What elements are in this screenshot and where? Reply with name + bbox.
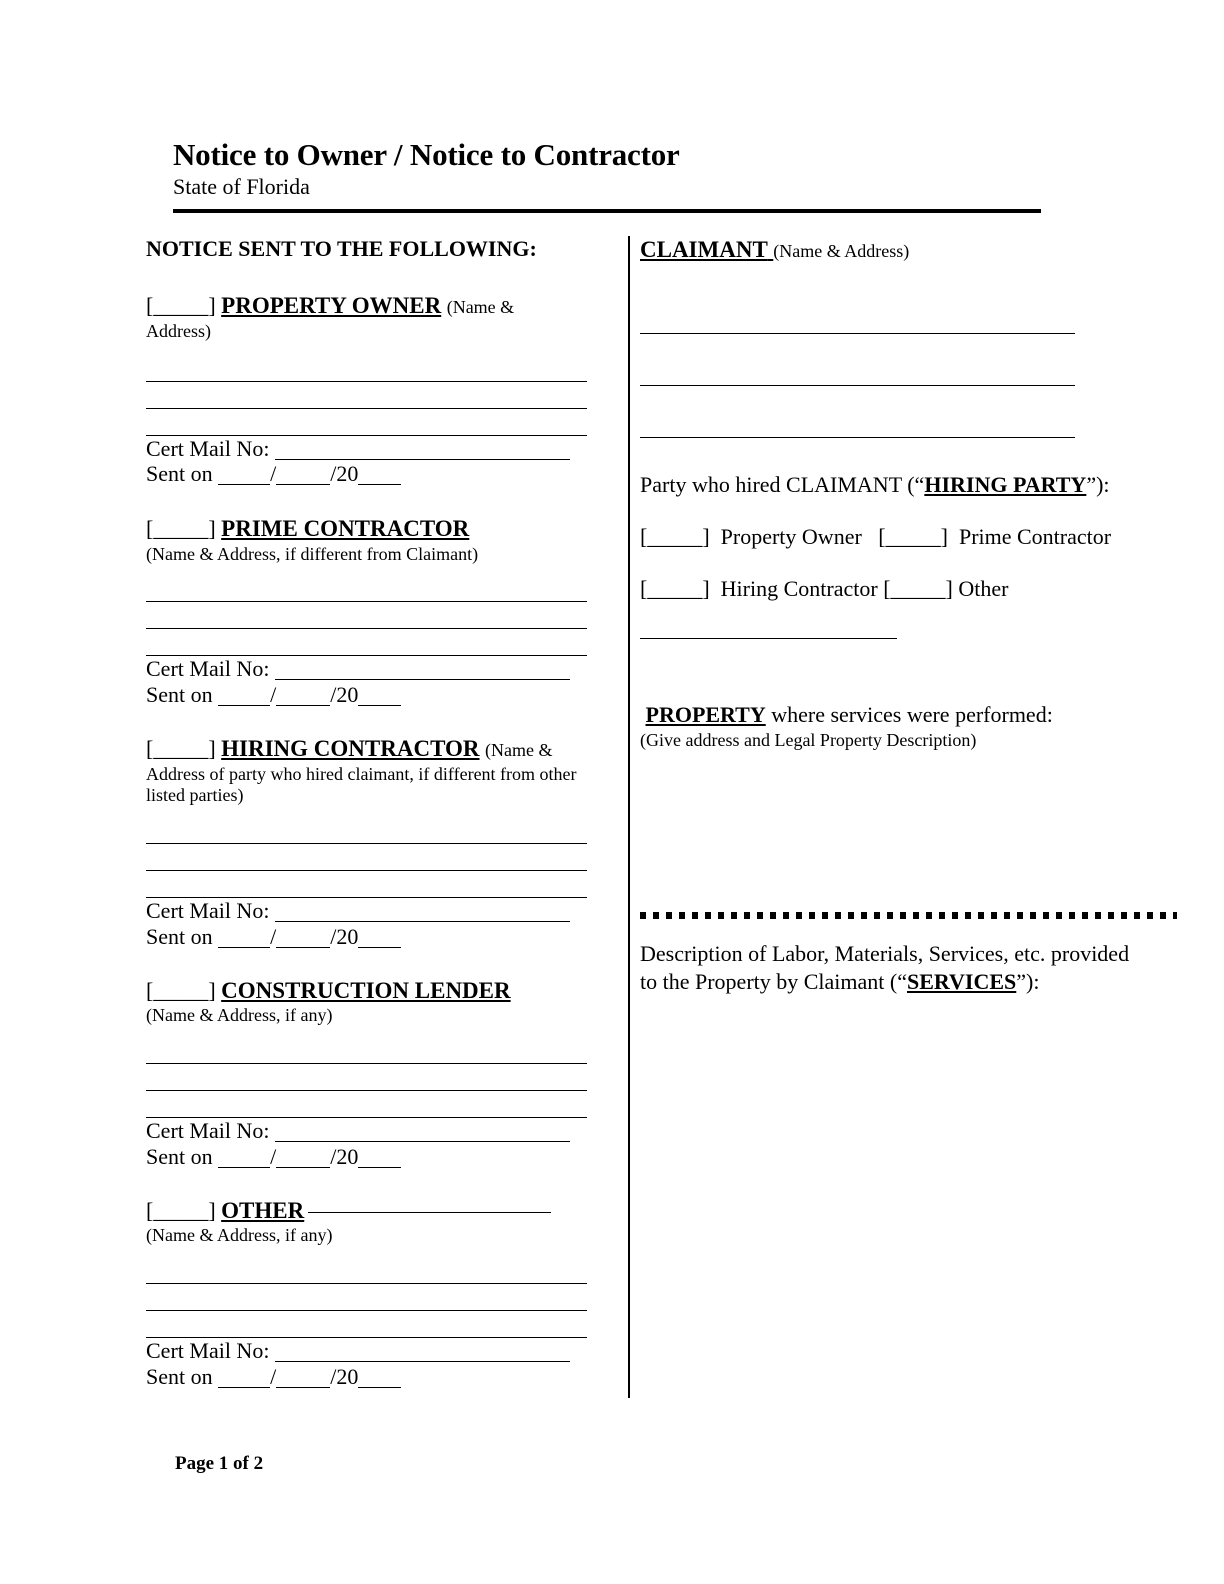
column-divider-rule xyxy=(628,236,630,1398)
date-sep: / xyxy=(270,682,277,708)
page-title: Notice to Owner / Notice to Contractor xyxy=(173,137,680,172)
sent-on-label: Sent on xyxy=(146,682,213,708)
cert-mail-input[interactable] xyxy=(275,1141,570,1142)
checkbox-other[interactable]: [_____] xyxy=(146,1197,216,1223)
sent-day-input[interactable] xyxy=(276,705,330,706)
cert-mail-row-prime-contractor xyxy=(146,656,590,682)
sent-year-input[interactable] xyxy=(358,705,401,706)
year-prefix: /20 xyxy=(330,461,359,487)
sent-month-input[interactable] xyxy=(218,705,270,706)
address-lines-other xyxy=(146,1257,590,1338)
checkbox-hiring-party-other[interactable]: [_____] xyxy=(883,576,953,602)
cert-mail-label: Cert Mail No: xyxy=(146,435,270,461)
cert-mail-row-hiring-contractor xyxy=(146,898,590,924)
checkbox-hiring-party-prime-contractor[interactable]: [_____] xyxy=(878,523,948,549)
sent-month-input[interactable] xyxy=(218,484,270,485)
hiring-party-other-input[interactable] xyxy=(640,638,897,639)
hiring-party-section xyxy=(640,471,1180,640)
party-block-other xyxy=(146,1197,590,1391)
sent-on-row-hiring-contractor xyxy=(146,924,590,951)
address-line[interactable] xyxy=(146,844,587,871)
checkbox-prime-contractor[interactable]: [_____] xyxy=(146,516,216,542)
notice-sent-heading: NOTICE SENT TO THE FOLLOWING: xyxy=(146,236,537,261)
sent-month-input[interactable] xyxy=(218,1387,270,1388)
property-prompt xyxy=(640,701,1180,729)
services-prompt-line2 xyxy=(640,968,1180,996)
party-name-label: PRIME CONTRACTOR xyxy=(221,516,470,542)
party-block-hiring-contractor xyxy=(146,735,590,950)
page-footer: Page 1 of 2 xyxy=(175,1453,264,1474)
sent-on-label: Sent on xyxy=(146,1363,213,1389)
checkbox-hiring-contractor[interactable]: [_____] xyxy=(146,736,216,762)
sent-year-input[interactable] xyxy=(358,1387,401,1388)
left-column xyxy=(146,236,590,1390)
sent-on-row-prime-contractor xyxy=(146,682,590,709)
services-prompt-post: ”): xyxy=(1016,968,1040,994)
address-line[interactable] xyxy=(146,382,587,409)
party-qualifier: (Name & xyxy=(485,740,553,761)
address-lines-hiring-contractor xyxy=(146,817,590,898)
option-label-prime-contractor: Prime Contractor xyxy=(958,523,1112,549)
date-sep: / xyxy=(270,1143,277,1169)
address-line[interactable] xyxy=(146,602,587,629)
party-head xyxy=(146,977,590,1006)
sent-on-row-other xyxy=(146,1364,590,1391)
option-label-hiring-contractor: Hiring Contractor xyxy=(720,576,878,602)
party-name-label: CONSTRUCTION LENDER xyxy=(221,977,511,1003)
party-head xyxy=(146,735,590,764)
sent-on-label: Sent on xyxy=(146,1143,213,1169)
option-label-property-owner: Property Owner xyxy=(720,523,862,549)
party-name-label: HIRING CONTRACTOR xyxy=(221,736,480,762)
checkbox-construction-lender[interactable]: [_____] xyxy=(146,977,216,1003)
hiring-party-option-row-1 xyxy=(640,524,1180,550)
year-prefix: /20 xyxy=(330,923,359,949)
address-line[interactable] xyxy=(146,575,587,602)
sent-on-label: Sent on xyxy=(146,923,213,949)
party-block-property-owner xyxy=(146,292,590,488)
year-prefix: /20 xyxy=(330,1363,359,1389)
address-line[interactable] xyxy=(146,629,587,656)
hiring-party-prompt-pre: Party who hired CLAIMANT (“ xyxy=(640,471,925,497)
claimant-address-line[interactable] xyxy=(640,282,1075,334)
party-block-construction-lender xyxy=(146,977,590,1171)
sent-on-label: Sent on xyxy=(146,461,213,487)
address-line[interactable] xyxy=(146,409,587,436)
party-sub-note: (Name & Address, if any) xyxy=(146,1225,333,1246)
party-name-label: OTHER xyxy=(221,1197,305,1223)
property-section xyxy=(640,701,1180,911)
hiring-party-prompt-post: ”): xyxy=(1086,471,1110,497)
right-column xyxy=(640,236,1180,1236)
claimant-label: CLAIMANT xyxy=(640,237,768,262)
party-qualifier: (Name & xyxy=(446,297,515,318)
sent-year-input[interactable] xyxy=(358,484,401,485)
claimant-address-line[interactable] xyxy=(640,334,1075,386)
address-line[interactable] xyxy=(146,817,587,844)
cert-mail-label: Cert Mail No: xyxy=(146,897,270,923)
property-sub-note: (Give address and Legal Property Description) xyxy=(640,729,977,750)
address-lines-prime-contractor xyxy=(146,575,590,656)
cert-mail-row-property-owner xyxy=(146,436,590,462)
sent-year-input[interactable] xyxy=(358,947,401,948)
claimant-address-lines xyxy=(640,282,1180,438)
page-subtitle: State of Florida xyxy=(173,174,310,200)
address-line[interactable] xyxy=(146,355,587,382)
sent-month-input[interactable] xyxy=(218,1167,270,1168)
header-divider-rule xyxy=(173,209,1041,213)
cert-mail-label: Cert Mail No: xyxy=(146,656,270,682)
hiring-party-prompt xyxy=(640,471,1180,499)
sent-on-row-construction-lender xyxy=(146,1144,590,1171)
address-line[interactable] xyxy=(146,1091,587,1118)
property-description-area[interactable] xyxy=(640,752,1180,912)
date-sep: / xyxy=(270,461,277,487)
claimant-address-line[interactable] xyxy=(640,386,1075,438)
year-prefix: /20 xyxy=(330,1143,359,1169)
party-block-prime-contractor xyxy=(146,515,590,709)
document-header xyxy=(173,138,1043,200)
sent-day-input[interactable] xyxy=(276,1387,330,1388)
party-sub-note: Address) xyxy=(146,320,211,341)
checkbox-property-owner[interactable]: [_____] xyxy=(146,293,216,319)
address-lines-construction-lender xyxy=(146,1037,590,1118)
dotted-divider-rule xyxy=(640,912,1177,919)
sent-on-row-property-owner xyxy=(146,461,590,488)
cert-mail-label: Cert Mail No: xyxy=(146,1117,270,1143)
claimant-head xyxy=(640,236,1180,265)
date-sep: / xyxy=(270,923,277,949)
cert-mail-input[interactable] xyxy=(275,1361,570,1362)
cert-mail-input[interactable] xyxy=(275,679,570,680)
cert-mail-label: Cert Mail No: xyxy=(146,1337,270,1363)
party-sub-note: (Name & Address, if different from Claimant) xyxy=(146,543,479,564)
claimant-qualifier: (Name & Address) xyxy=(773,241,910,261)
party-sub-note: (Name & Address, if any) xyxy=(146,1005,333,1026)
cert-mail-row-other xyxy=(146,1338,590,1364)
checkbox-hiring-party-property-owner[interactable]: [_____] xyxy=(640,523,710,549)
sent-day-input[interactable] xyxy=(276,1167,330,1168)
sent-day-input[interactable] xyxy=(276,484,330,485)
services-prompt-line1: Description of Labor, Materials, Services, etc. provided xyxy=(640,940,1130,966)
address-line[interactable] xyxy=(146,871,587,898)
services-section xyxy=(640,940,1180,1236)
services-prompt-pre: to the Property by Claimant (“ xyxy=(640,968,907,994)
address-line[interactable] xyxy=(146,1284,587,1311)
services-term: SERVICES xyxy=(907,968,1017,994)
party-sub-note: Address of party who hired claimant, if different from other listed parties) xyxy=(146,763,577,806)
property-prompt-rest: where services were performed: xyxy=(765,702,1053,728)
other-name-input[interactable] xyxy=(308,1212,551,1213)
claimant-section xyxy=(640,236,1180,438)
address-line[interactable] xyxy=(146,1257,587,1284)
address-line[interactable] xyxy=(146,1064,587,1091)
cert-mail-row-construction-lender xyxy=(146,1118,590,1144)
address-line[interactable] xyxy=(146,1311,587,1338)
year-prefix: /20 xyxy=(330,682,359,708)
sent-year-input[interactable] xyxy=(358,1167,401,1168)
party-head xyxy=(146,292,590,321)
cert-mail-input[interactable] xyxy=(275,921,570,922)
hiring-party-option-row-2 xyxy=(640,576,1180,602)
sent-day-input[interactable] xyxy=(276,947,330,948)
checkbox-hiring-party-hiring-contractor[interactable]: [_____] xyxy=(640,576,710,602)
date-sep: / xyxy=(270,1363,277,1389)
property-term: PROPERTY xyxy=(645,702,766,728)
address-line[interactable] xyxy=(146,1037,587,1064)
option-label-other: Other xyxy=(958,576,1009,602)
services-description-area[interactable] xyxy=(640,996,1180,1236)
address-lines-property-owner xyxy=(146,355,590,436)
party-head xyxy=(146,1197,590,1226)
party-head xyxy=(146,515,590,544)
sent-month-input[interactable] xyxy=(218,947,270,948)
cert-mail-input[interactable] xyxy=(275,459,570,460)
party-name-label: PROPERTY OWNER xyxy=(221,293,442,319)
hiring-party-term: HIRING PARTY xyxy=(924,471,1087,497)
